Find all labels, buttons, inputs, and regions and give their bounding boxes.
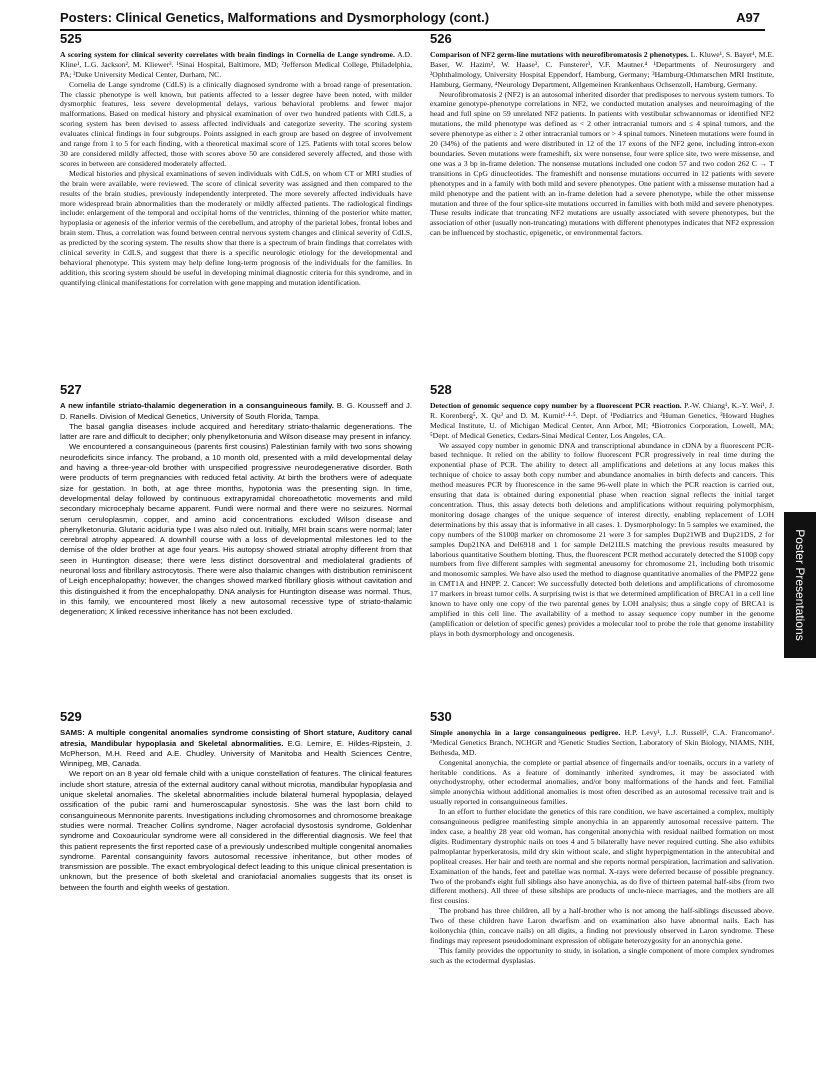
- abstract-paragraph: The basal ganglia diseases include acquired and hereditary striato-thalamic degenerations. The latter are rare and difficult to decipher; only phenylketonuria and Wilson disease may present in infancy.: [60, 421, 412, 442]
- abstract-title: Comparison of NF2 germ-line mutations with neurofibromatosis 2 phenotypes.: [430, 49, 689, 59]
- abstract-authors: L. Kluwe¹, S. Bayer¹, M.E. Baser, W. Hazim², W. Haase³, C. Funsterer³, V.F. Mautner.⁴ ¹Departments of Neurosurgery and ²Ophthalmology, University Hospital Eppendorf, Hamburg, Germany; ³Hamburg-Othmarschen MRI Institute, Hamburg, Germany, ⁴Neurology Department, Allgemeinen Krankenhaus Ochsenzoll, Hamburg, Germany.: [430, 49, 774, 89]
- abstract-authors: E.G. Lemire, E. Hildes-Ripstein, J. McPherson, M.H. Reed and A.E. Chudley. University of Manitoba and Health Sciences Centre, Winnipeg, MB, Canada.: [60, 738, 412, 769]
- abstract-525: [60, 34, 412, 374]
- abstract-authors: H.P. Levy¹, L.J. Russell², C.A. Francomano¹. ¹Medical Genetics Branch, NCHGR and ²Genetic Studies Section, Laboratory of Skin Biology, NIAMS, NIH, Bethesda, MD.: [430, 727, 774, 757]
- side-tab-label: Poster Presentations: [793, 529, 807, 641]
- abstract-paragraph: Congenital anonychia, the complete or partial absence of fingernails and/or toenails, occurs in a variety of heritable conditions. As a feature of dominantly inherited syndromes, it may be associated with onychodystrophy, other ectodermal anomalies, and/or bony malformations of the hands and feet. Familial simple anonychia without additional anomalies is most often described as an autosomal recessive trait and is usually reported in consanguineous families.: [430, 757, 774, 807]
- abstract-paragraph: Medical histories and physical examinations of seven individuals with CdLS, on whom CT or MRI studies of the brain were available, were reviewed. The score of clinical severity was assigned and then compared to the results of the brain studies, previously independently interpreted. The more severely affected individuals have more widespread brain abnormalities than the moderately or mildly affected patients. The radiological findings include: enlargement of the temporal and occipital horns of the ventricles, thinning of the posterior white matter, hypoplasia or agenesis of the inferior vermis of the cerebellum, and atrophy of the parietal lobes, frontal lobes and brain stem. Thus, a correlation was found between central nervous system changes and clinical severity of CdLS, as predicted by the scoring system. The results show that there is a spectrum of brain findings that correlates with clinical severity in CdLS, and suggest that there is a specific neurologic etiology for the developmental and behavioral phenotype. This system may help define long-term prognosis of the individuals for the families. In addition, this scoring system should be useful in developing minimal diagnostic criteria for this syndrome, and in quantifying clinical manifestations for correlation with gene mapping and mutation identification.: [60, 168, 412, 287]
- abstract-paragraph: This family provides the opportunity to study, in isolation, a single component of more complex syndromes such as the ectodermal dysplasias.: [430, 945, 774, 965]
- abstract-title: A scoring system for clinical severity correlates with brain findings in Cornelia de Lange syndrome.: [60, 49, 395, 59]
- abstract-paragraph: Neurofibromatosis 2 (NF2) is an autosomal inherited disorder that predisposes to nervous system tumors. To examine genotype-phenotype correlations in NF2, we conducted mutation analyses and neuroimaging of the head and full spine on 59 unrelated NF2 patients. In patients with vestibular schwannomas or identified NF2 mutations, the mild phenotype was defined as < 2 other intracranial tumors and ≤ 4 spinal tumors, and the severe phenotype as either ≥ 2 other intracranial tumors or > 4 spinal tumors. Nineteen mutations were found in 20 (34%) of the patients and were distributed in 12 of the 17 exons of the NF2 gene, including intron-exon boundaries. Seven mutations were frameshift, six were nonsense, four were splice site, two were missense, and one was a 3 bp in-frame deletion. The nonsense mutations included one codon 57 and two codon 262 C → T transitions in CpG dinucleotides. The frameshift and nonsense mutations occurred in 12 patients with severe phenotypes and in a family with both mild and severe phenotypes. One patient with a missense mutation had a mild phenotype and the patient with an in-frame deletion had a severe phenotype, while the other missense mutation and three of the four splice-site mutations occurred in families with both mild and severe phenotypes. These results indicate that truncating NF2 mutations are usually associated with severe phenotypes, but the association of other (usually non-truncating) mutations with different phenotypes indicates that NF2 expression can be influenced by stochastic, epigenetic, or environmental factors.: [430, 89, 774, 238]
- abstract-528: [430, 385, 774, 703]
- abstract-529: [60, 712, 412, 1012]
- abstract-number: 527: [60, 385, 82, 397]
- abstract-530: [430, 712, 774, 1064]
- abstract-authors: B. G. Kousseff and J. D. Ranells. Division of Medical Genetics, University of South Florida, Tampa.: [60, 401, 412, 421]
- abstract-number: 526: [430, 34, 452, 46]
- abstract-title: A new infantile striato-thalamic degeneration in a consanguineous family.: [60, 401, 334, 411]
- abstract-paragraph: The proband has three children, all by a half-brother who is not among the half-siblings discussed above. Two of these children have Laron dwarfism and on examination also have abnormal nails. Each has koilonychia (thin, concave nails) on all digits, a finding not previously observed in Laron syndrome. These findings may represent pseudodominant expression of obligate heterozygosity for an anonychia gene.: [430, 906, 774, 945]
- abstract-paragraph: We encountered a consanguineous (parents first cousins) Palestinian family with two sons showing neurodeficits since infancy. The proband, a 10 month old, presented with a mild developmental delay and having a three-year-old brother with unspecified progressive neurodegenerative disorder. Both were products of term pregnancies with reduced fetal activity. At birth the brothers were of adequate size for gestation. In both, at age three months, hypotonia was the presenting sign. In time, developmental delay followed by continuous extrapyramidal choreoathetotic movements and mild secondary microcephaly became apparent. Fundi were normal and there were no seizures. Normal serum ceruloplasmin, copper, and amino acid concentrations excluded Wilson disease and phenylketonuria. Glutaric aciduria type I was also ruled out. Initially, MRI brain scans were normal; later cerebral atrophy appeared. A downhill course with a loss of developmental milestones led to the demise of the older brother at age four years. His autopsy showed striatal atrophy different from that seen in Huntington disease; there were less distinct dorsoventral and mediolateral gradients of neuronal loss and fibrillary astrocytosis. There were also thalamic changes with distribution reminiscent of Leigh encephalopathy; however, the changes showed marked fibrillary gliosis without cavitation and this distinguished it from the encephalopathy. DNA analysis for Huntington disease was normal. Thus, in this family, we encountered most likely a new autosomal recessive type of striato-thalamic degeneration; X linked recessive inheritance has not been excluded.: [60, 442, 412, 617]
- abstract-526: [430, 34, 774, 374]
- abstract-title: Simple anonychia in a large consanguineous pedigree.: [430, 727, 621, 737]
- abstract-authors: P.-W. Chiang¹, K.-Y. Wei¹, J. R. Korenberg⁵, X. Qu³ and D. M. Kurnit¹·⁴·⁵. Dept. of ¹Pediatrics and ²Human Genetics, ³Howard Hughes Medical Institute, U. of Michigan Medical Center, Ann Arbor, MI; ⁴Biotronics Corporation, Lowell, MA; ⁵Dept. of Medical Genetics, Cedars-Sinai Medical Center, Los Angeles, CA.: [430, 400, 774, 440]
- abstract-paragraph: We assayed copy number in genomic DNA and transcriptional abundance in cDNA by a fluorescent PCR-based technique. It relied on the ability to follow fluorescent PCR progressively in real time during the exponential phase of PCR. The ability to detect all amplifications and deletions at any locus makes this technique of choice to assay both copy number and abundance anomalies in birth defects and cancers. This method measures PCR by fluorescence in the same 96-well plate in which the PCR reaction is carried out, ensuring that data is obtained during exponential phase when reaction signal reflects the initial target concentration. Thus, this assay detects both deletions and amplifications without requiring polymorphism, monitoring dosage changes of the unique sequence of interest directly, enabling replacement of LOH determinations by this assay that is informative in all cases. 1. Dysmorphology: In 5 samples we examined, the copy numbers of the S100β marker on chromosome 21 were 3 for samples Dup21WB and Dup21DS, 2 for samples Dup21NA and Del6918 and 1 for sample Del21ILS matching the previous results measured by laborious quantitative Southern blotting. Thus, the fluorescent PCR method accurately detected the S100β copy numbers from five different samples with segmental aneusomy for chromosome 21, including both trisomic and monosomic samples. We have also used the method to diagnose quantitative anomalies of the PMP22 gene in CMT1A and HNPP. 2. Cancer: We successfully detected both deletions and amplifications of chromosome 17 markers in breast tumor cells. A surprising twist is that we determined amplification of BRCA1 in a cell line known to have only one copy of the two parental genes by LOH analysis; thus a single copy of BRCA1 is amplified in this cell line. The availability of a method to assay sequence copy number in the genome (amplification or deletion of specific genes) provides a molecular tool to probe the role that genome instability plays in both dysmorphology and oncogenesis.: [430, 440, 774, 638]
- running-title: Posters: Clinical Genetics, Malformations and Dysmorphology (cont.): [60, 10, 490, 25]
- abstract-number: 529: [60, 712, 82, 724]
- page-number: A97: [736, 10, 760, 25]
- abstract-paragraph: We report on an 8 year old female child with a unique constellation of features. The clinical features include short stature, atresia of the external auditory canal without microtia, mandibular hypoplasia and unique skeletal anomalies. The skeletal abnormalities include bilateral humeral hypoplasia, delayed ossification of the pubic rami and humeroscapular synostosis. She was the last born child to consanguineous Mennonite parents. Investigations including chromosomes and chromosome breakage studies were normal. Treacher Collins syndrome, Nager acrofacial dysostosis syndrome, Goldenhar syndrome and Coxoauricular syndrome were all considered in the differential diagnosis. We feel that this patient represents the first reported case of a previously undescribed multiple congenital anomalies syndrome. Parental consanguinity favors autosomal recessive inheritance, but other modes of transmission are possible. The exact embryological defect leading to this unique clinical presentation is unknown, but the presence of both skeletal and craniofacial anomalies suggests that its onset is between the fourth and eighth weeks of gestation.: [60, 769, 412, 892]
- abstract-title: Detection of genomic sequence copy number by a fluorescent PCR reaction.: [430, 400, 682, 410]
- abstract-authors: A.D. Kline¹, L.G. Jackson², M. Kliewer³. ¹Sinai Hospital, Baltimore, MD; ²Jefferson Medical College, Philadelphia, PA; ³Duke University Medical Center, Durham, NC.: [60, 49, 412, 79]
- abstract-number: 525: [60, 34, 82, 46]
- abstract-title: SAMS: A multiple congenital anomalies syndrome consisting of Short stature, Auditory canal atresia, Mandibular hypoplasia and Skeletal abnormalities.: [60, 728, 412, 748]
- abstract-paragraph: In an effort to further elucidate the genetics of this rare condition, we have ascertained a complex, multiply consanguineous pedigree manifesting simple anonychia in an apparently autosomal recessive pattern. The index case, a healthy 28 year old woman, has congenital anonychia with residual nailbed formation on most digits. Rudimentary dystrophic nails on toes 4 and 5 bilaterally have never required cutting. She also exhibits palmoplantar hyperkeratosis, mild dry skin without scale, and slight hyperpigmentation in the antecubital and popliteal creases. Her hair and teeth are normal and she reports normal perspiration, lacrimation and salivation. Examination of the hands, feet and patellae was normal. X-rays were deferred because of possible pregnancy. Two of the proband's eight full siblings also have anonychia, as do five of thirteen paternal half-sibs (from two different mothers). All three of these sibships are products of uncle-niece marriages, and the mothers are all first cousins.: [430, 807, 774, 906]
- header-rule: [60, 29, 765, 31]
- section-side-tab: [784, 512, 816, 658]
- abstract-paragraph: Cornelia de Lange syndrome (CdLS) is a clinically diagnosed syndrome with a broad range of presentation. The classic phenotype is well known, but patients affected to a lesser degree have been noted, with milder dysmorphic features, less severe developmental delays, various behavioral problems and fewer major malformations. Based on medical history and physical examination of over two hundred patients with CdLS, a scoring system has been devised to assess affected individuals and categorize severity. The scoring system evaluates clinical findings in four subgroups. Points assigned in each group are based on degree of involvement and range from 1 to 5 for each finding, with a theoretical maximal score of 125. Patients with total scores below 30 are considered mildly affected, those with scores above 50 are considered severely affected, and those with scores in between are considered moderately affected.: [60, 79, 412, 168]
- abstract-number: 530: [430, 712, 452, 724]
- abstract-number: 528: [430, 385, 452, 397]
- abstract-527: [60, 385, 412, 703]
